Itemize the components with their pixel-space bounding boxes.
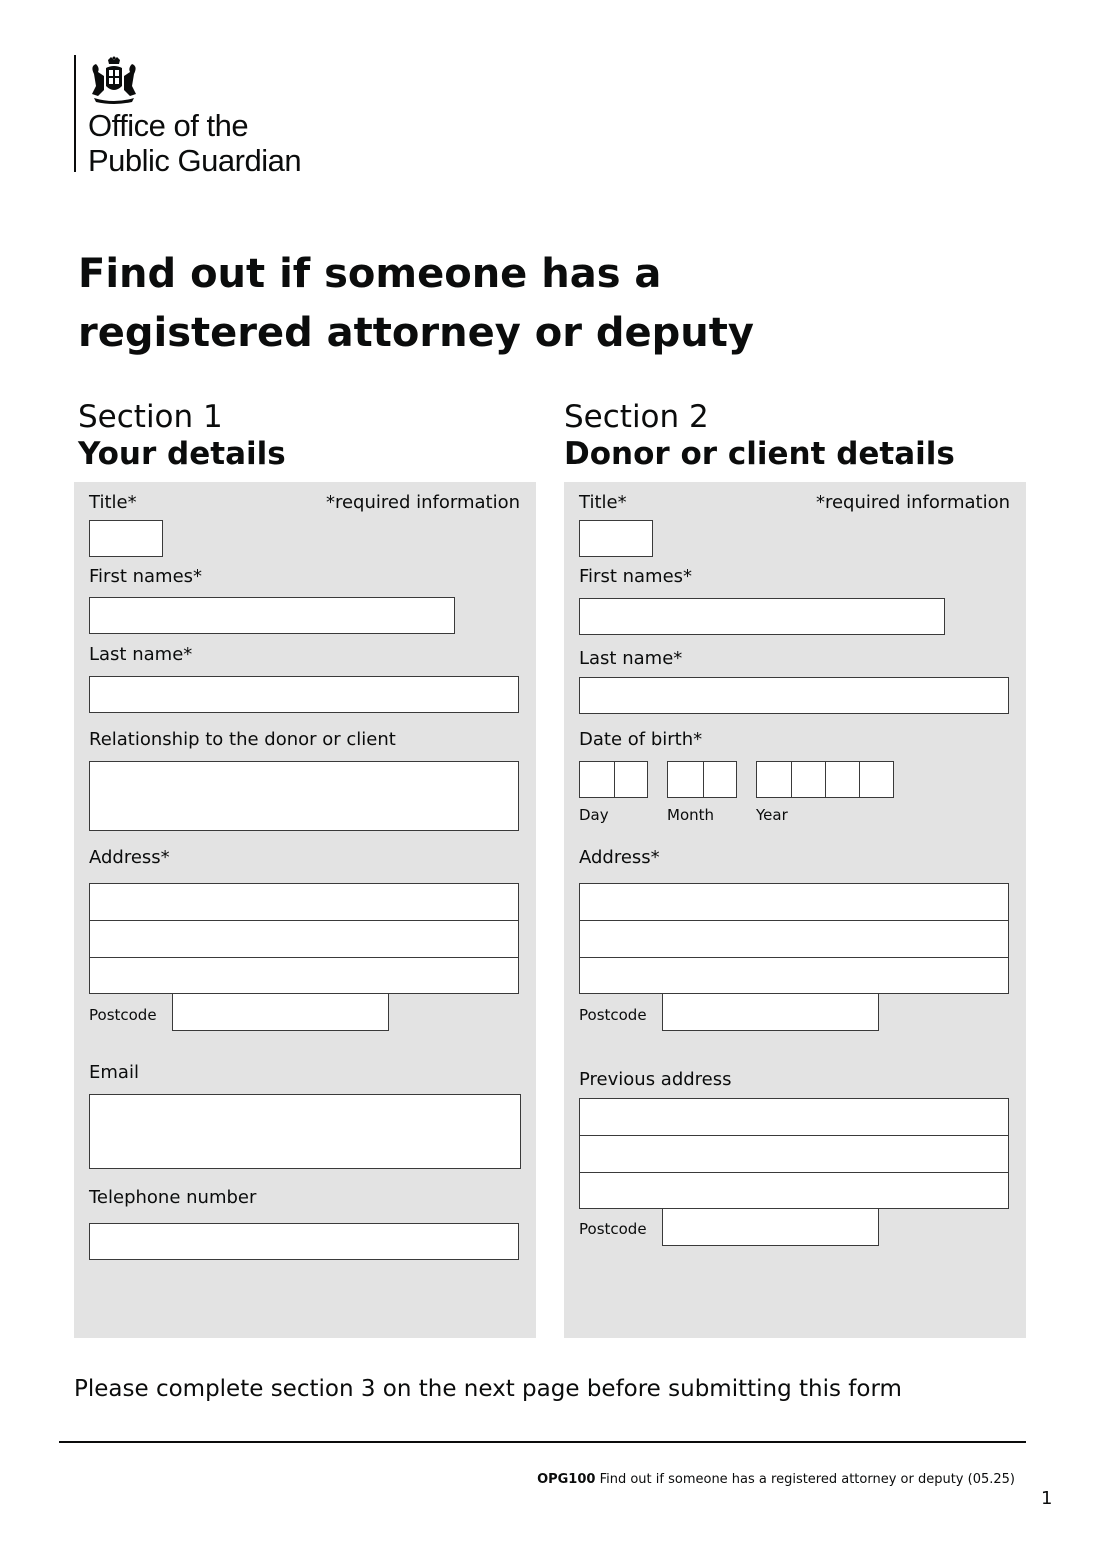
s2-postcode-field[interactable] [662, 993, 879, 1031]
s2-previous-address-line-divider [580, 1135, 1008, 1136]
s1-postcode-field[interactable] [172, 993, 389, 1031]
section1-heading: Your details [78, 436, 286, 472]
s2-required-note: *required information [815, 492, 1010, 513]
dob-year-label: Year [756, 806, 788, 824]
s1-telephone-label: Telephone number [89, 1187, 257, 1208]
dob-digit-divider [614, 762, 615, 797]
footer-text [537, 1473, 1015, 1486]
s2-previous-postcode-label: Postcode [579, 1220, 647, 1238]
dob-day-field[interactable] [579, 761, 648, 798]
dob-day-label: Day [579, 806, 609, 824]
s1-address-line-divider [90, 920, 518, 921]
s2-postcode-label: Postcode [579, 1006, 647, 1024]
s1-address-label: Address* [89, 847, 170, 868]
dob-digit-divider [859, 762, 860, 797]
section2-number: Section 2 [564, 399, 709, 435]
s1-address-line-divider [90, 957, 518, 958]
s1-last-name-label: Last name* [89, 644, 193, 665]
dob-digit-divider [703, 762, 704, 797]
s2-last-name-field[interactable] [579, 677, 1009, 714]
s2-previous-address-line-divider [580, 1172, 1008, 1173]
s2-previous-postcode-field[interactable] [662, 1208, 879, 1246]
s1-telephone-field[interactable] [89, 1223, 519, 1260]
s1-first-names-label: First names* [89, 566, 203, 587]
s2-address-line-divider [580, 957, 1008, 958]
s2-last-name-label: Last name* [579, 648, 683, 669]
s1-email-label: Email [89, 1062, 139, 1083]
footer-rule [59, 1441, 1026, 1443]
s2-title-field[interactable] [579, 520, 653, 557]
s1-address-field[interactable] [89, 883, 519, 994]
dob-digit-divider [791, 762, 792, 797]
s2-first-names-label: First names* [579, 566, 693, 587]
s1-last-name-field[interactable] [89, 676, 519, 713]
s1-postcode-label: Postcode [89, 1006, 157, 1024]
form-code: OPG100 [537, 1472, 596, 1487]
s2-address-label: Address* [579, 847, 660, 868]
s2-previous-address-label: Previous address [579, 1069, 732, 1090]
s1-title-field[interactable] [89, 520, 163, 557]
page-number: 1 [1041, 1488, 1053, 1509]
s1-relationship-label: Relationship to the donor or client [89, 729, 396, 750]
s1-title-label: Title* [89, 492, 137, 513]
s2-dob-label: Date of birth* [579, 729, 703, 750]
s1-email-field[interactable] [89, 1094, 521, 1169]
page-title-line2: registered attorney or deputy [78, 310, 754, 356]
form-description: Find out if someone has a registered attorney or deputy (05.25) [595, 1472, 1015, 1487]
dob-month-label: Month [667, 806, 715, 824]
s2-address-field[interactable] [579, 883, 1009, 994]
org-name-line2: Public Guardian [88, 143, 302, 178]
s2-first-names-field[interactable] [579, 598, 945, 635]
s2-address-line-divider [580, 920, 1008, 921]
dob-month-field[interactable] [667, 761, 737, 798]
s1-relationship-field[interactable] [89, 761, 519, 831]
dob-digit-divider [825, 762, 826, 797]
page-title-line1: Find out if someone has a [78, 251, 662, 297]
logo-divider [74, 55, 76, 172]
s2-previous-address-field[interactable] [579, 1098, 1009, 1209]
s1-first-names-field[interactable] [89, 597, 455, 634]
completion-note: Please complete section 3 on the next page before submitting this form [74, 1376, 902, 1402]
royal-crest-icon [86, 56, 142, 104]
dob-year-field[interactable] [756, 761, 894, 798]
org-name-line1: Office of the [88, 108, 249, 143]
section1-number: Section 1 [78, 399, 223, 435]
section2-heading: Donor or client details [564, 436, 955, 472]
s1-required-note: *required information [325, 492, 520, 513]
s2-title-label: Title* [579, 492, 627, 513]
